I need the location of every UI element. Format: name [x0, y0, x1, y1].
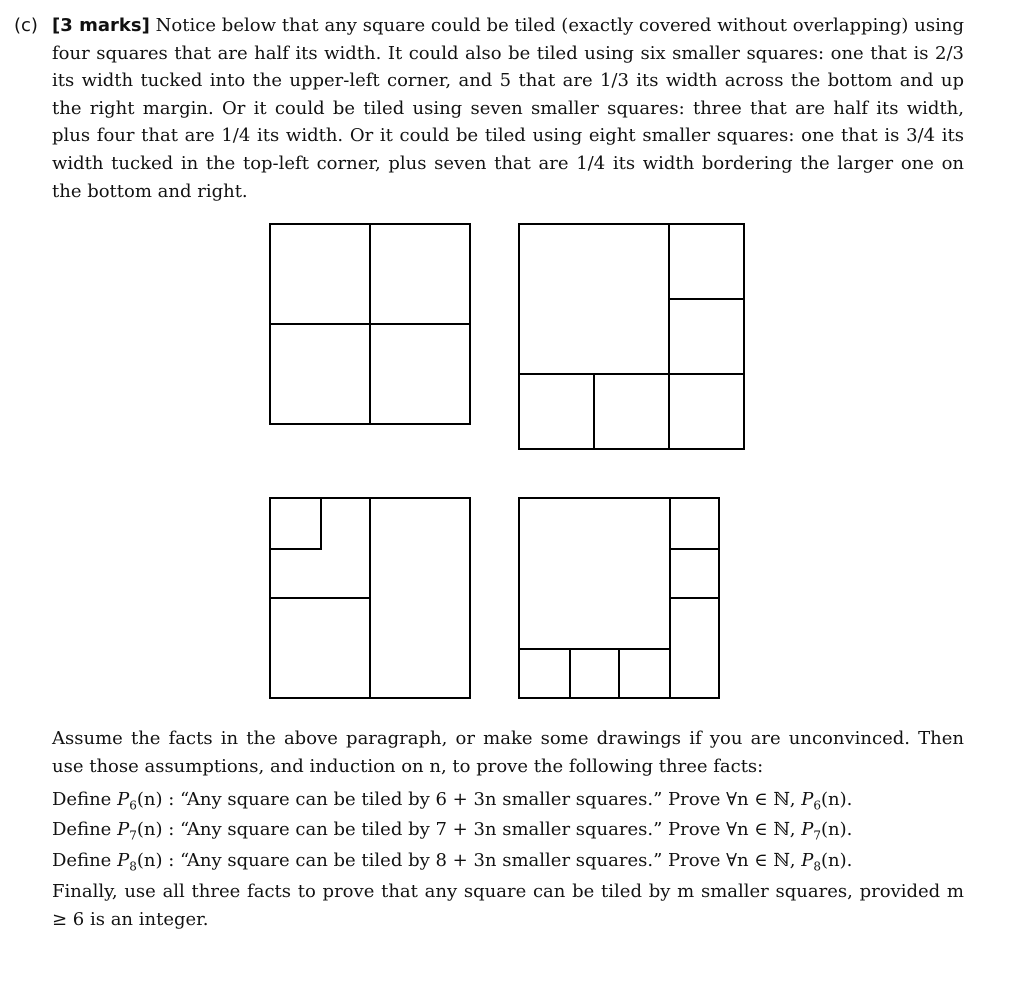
tile: [271, 225, 371, 325]
tile: [369, 323, 469, 423]
tile: [271, 499, 322, 550]
tile: [668, 225, 744, 300]
tile: [520, 499, 671, 650]
definition-p7: Define $P_7(n)$ : “Any square can be tiled by 7 + 3n smaller squares.” Prove ∀n ∈ ℕ, $P_7(n)$.: [52, 819, 853, 843]
tile: [669, 548, 718, 599]
question-intro: [52, 12, 964, 205]
marks-badge: [3 marks]: [52, 15, 150, 36]
eight-square-tiling: [518, 497, 720, 699]
tile: [668, 298, 744, 375]
tile: [569, 648, 620, 697]
final-instruction: Finally, use all three facts to prove that any square can be tiled by m smaller squares, provided m ≥ 6 is an integer.: [52, 881, 964, 930]
definition-p8: Define $P_8(n)$ : “Any square can be tiled by 8 + 3n smaller squares.” Prove ∀n ∈ ℕ, $P_8(n)$.: [52, 850, 853, 874]
seven-square-tiling: [269, 497, 471, 699]
four-square-tiling: [269, 223, 471, 425]
assumption-paragraph: Assume the facts in the above paragraph, or make some drawings if you are unconvinced. Then use those assumptions, and induction on n, to prove the following three facts:: [52, 728, 964, 777]
tile: [369, 597, 469, 697]
tile: [593, 373, 670, 449]
tile: [669, 499, 718, 550]
six-square-tiling: [518, 223, 745, 450]
intro-text: Notice below that any square could be tiled (exactly covered without overlapping) using four squares that are half its width. It could also be tiled using six smaller squares: one that is 2/3 its width tucked into the upper-left corner, and 5 that are 1/3 its width across the bottom and up the right margin. Or it could be tiled using seven smaller squares: three that are half its width, plus four that are 1/4 its width. Or it could be tiled using eight smaller squares: one that is 3/4 its width tucked in the top-left corner, plus seven that are 1/4 its width bordering the larger one on the bottom and right.: [52, 15, 964, 202]
question-label: (c): [14, 15, 38, 36]
definition-p6: Define $P_6(n)$ : “Any square can be tiled by 6 + 3n smaller squares.” Prove ∀n ∈ ℕ, $P_6(n)$.: [52, 789, 853, 813]
tile: [520, 225, 670, 375]
tile: [669, 648, 671, 697]
